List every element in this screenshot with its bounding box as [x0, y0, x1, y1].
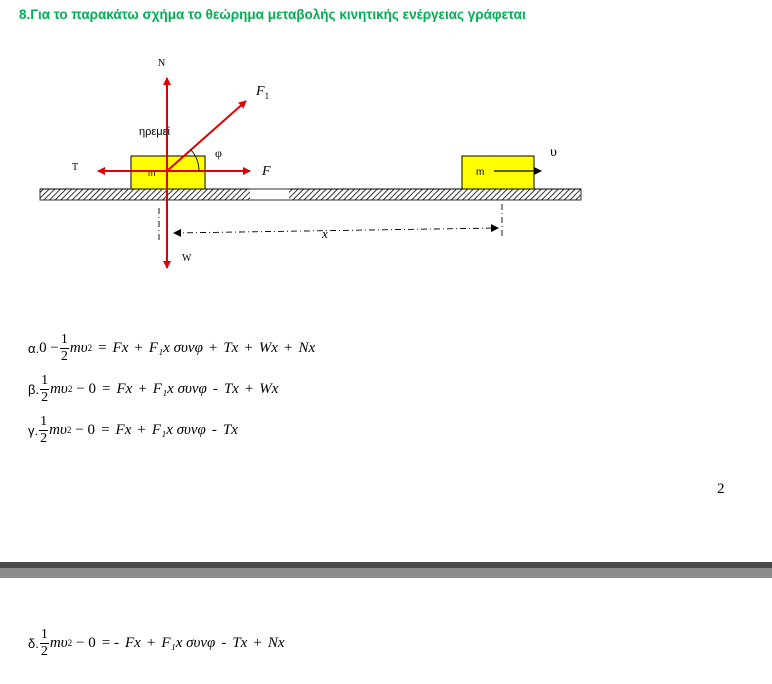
- displacement-label: x: [322, 226, 328, 241]
- option-b-lhs-term: mυ: [50, 380, 68, 397]
- option-d-lhs-term: mυ: [49, 634, 68, 651]
- option-b: β. $\frac{1}{2}$ mυ 2 − 0 = Fx + F₁x συνφ - Tx + Wx: [28, 372, 279, 405]
- at-rest-label: ηρεμεί: [139, 126, 170, 138]
- block-right-mass-label: m: [476, 167, 485, 178]
- option-d-fraction: $\frac{1}{2}$: [40, 626, 48, 659]
- option-a-equals: =: [98, 339, 107, 356]
- page-separator: [0, 568, 772, 578]
- velocity-label: υ: [550, 145, 557, 160]
- normal-force-label: N: [158, 58, 166, 69]
- block-left-mass-label: m: [148, 168, 156, 178]
- question-title: 8.Για το παρακάτω σχήμα το θεώρημα μεταβολής κινητικής ενέργειας γράφεται: [19, 7, 526, 22]
- option-c: γ. $\frac{1}{2}$ mυ 2 − 0 = Fx + F₁x συνφ - Tx: [28, 413, 238, 446]
- page-number: 2: [717, 481, 725, 497]
- ground-surface: [40, 189, 581, 200]
- option-c-lhs-suffix: − 0: [75, 421, 96, 438]
- option-a: α. 0 − $\frac{1}{2}$ mυ 2 = Fx + F₁x συνφ + Tx + Wx + Nx: [28, 331, 316, 364]
- force-f1-label: $F_1$: [256, 84, 270, 101]
- option-d-equals: = -: [101, 634, 120, 651]
- option-a-label: α.: [28, 340, 40, 356]
- displacement-arrow: [174, 228, 498, 233]
- weight-label: W: [182, 253, 192, 264]
- option-c-label: γ.: [28, 422, 39, 438]
- angle-phi-label: φ: [215, 146, 222, 160]
- option-b-equals: =: [102, 380, 111, 397]
- option-d-lhs-suffix: − 0: [76, 634, 96, 651]
- option-a-fraction: $\frac{1}{2}$: [60, 331, 68, 364]
- option-a-lhs-term: mυ: [69, 339, 88, 356]
- force-f1-arrow: [167, 101, 246, 171]
- block-right: [462, 156, 534, 189]
- force-f-label: F: [262, 164, 271, 179]
- friction-label: T: [72, 162, 79, 173]
- option-b-fraction: $\frac{1}{2}$: [41, 372, 49, 405]
- option-c-fraction: $\frac{1}{2}$: [40, 413, 48, 446]
- option-b-label: β.: [28, 381, 40, 397]
- option-c-lhs-term: mυ: [49, 421, 67, 438]
- option-b-lhs-suffix: − 0: [76, 380, 97, 397]
- option-d-label: δ.: [28, 635, 39, 651]
- physics-diagram: [0, 0, 772, 300]
- option-a-lhs-prefix: 0 −: [39, 339, 59, 356]
- option-d: δ. $\frac{1}{2}$ mυ 2 − 0 = - Fx + F₁x συνφ - Tx + Nx: [28, 626, 285, 659]
- option-c-equals: =: [101, 421, 110, 438]
